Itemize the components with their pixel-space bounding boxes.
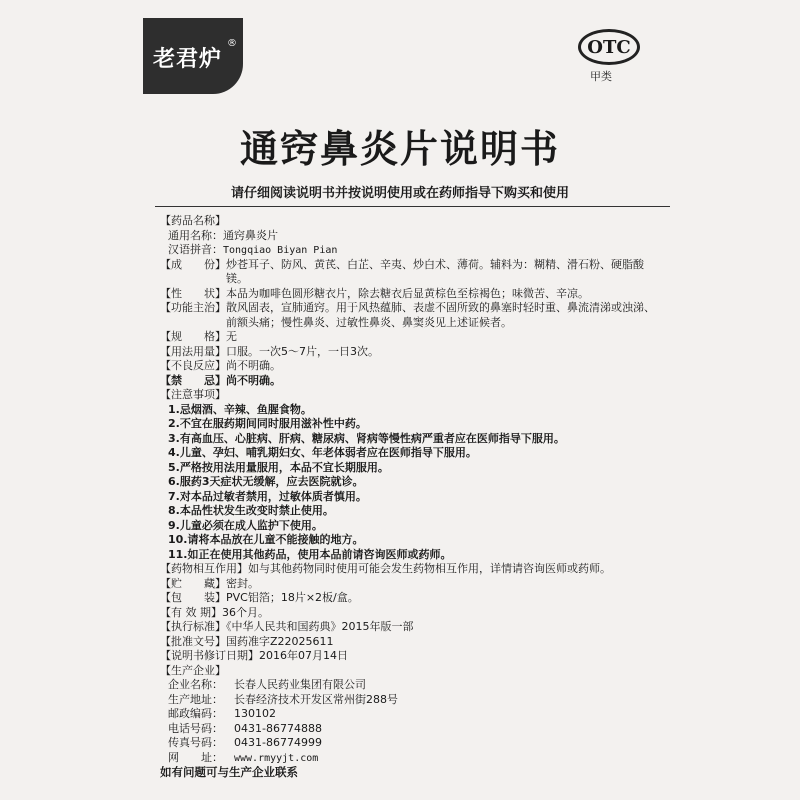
manufacturer-heading: 【生产企业】	[160, 663, 226, 677]
precaution-item: 4.儿童、孕妇、哺乳期妇女、年老体弱者应在医师指导下服用。	[168, 446, 477, 459]
precaution-item: 11.如正在使用其他药品，使用本品前请咨询医师或药师。	[168, 547, 452, 561]
dosage-row	[160, 345, 660, 360]
company-row	[160, 678, 660, 693]
properties-value: 本品为咖啡色圆形糖衣片，除去糖衣后显黄棕色至棕褐色；味微苦、辛凉。	[226, 286, 589, 300]
dosage-label: 【用法用量】	[160, 344, 226, 358]
brand-logo	[143, 18, 243, 94]
contra-label: 【禁 忌】	[160, 373, 226, 387]
phone-value: 0431-86774888	[234, 721, 322, 735]
phone-label: 电话号码：	[168, 721, 223, 735]
contact-footer: 如有问题可与生产企业联系	[160, 765, 298, 779]
storage-label: 【贮 藏】	[160, 576, 226, 590]
usage-notice: 请仔细阅读说明书并按说明使用或在药师指导下购买和使用	[230, 186, 569, 201]
registered-mark: ®	[227, 38, 237, 49]
ingredients-value: 炒苍耳子、防风、黄芪、白芷、辛夷、炒白术、薄荷。辅料为：糊精、滑石粉、硬脂酸镁。	[226, 257, 644, 285]
indications-row	[160, 301, 660, 330]
spec-row	[160, 330, 660, 345]
validity-label: 【有 效 期】	[160, 605, 222, 619]
generic-name-label: 通用名称：	[168, 228, 223, 242]
company-value: 长春人民药业集团有限公司	[234, 678, 366, 691]
revised-value: 2016年07月14日	[259, 649, 348, 662]
contra-row	[160, 374, 660, 389]
ingredients-label: 【成 份】	[160, 257, 226, 271]
pinyin-row	[160, 243, 660, 258]
validity-value: 36个月。	[222, 605, 269, 619]
brand-name: 老君炉	[153, 47, 223, 72]
otc-label: OTC	[587, 36, 631, 58]
fax-row	[160, 736, 660, 751]
precaution-item: 6.服药3天症状无缓解，应去医院就诊。	[168, 475, 364, 488]
package-label: 【包 装】	[160, 591, 226, 604]
precaution-item: 8.本品性状发生改变时禁止使用。	[168, 504, 334, 517]
precaution-item: 2.不宜在服药期间同时服用滋补性中药。	[168, 417, 367, 430]
address-value: 长春经济技术开发区常州街288号	[234, 692, 398, 706]
page-title: 通窍鼻炎片说明书	[239, 126, 560, 171]
generic-name-value: 通窍鼻炎片	[223, 228, 278, 242]
indications-label: 【功能主治】	[160, 301, 226, 314]
phone-row	[160, 722, 660, 737]
company-label: 企业名称：	[168, 678, 223, 691]
adverse-value: 尚不明确。	[226, 359, 281, 372]
standard-label: 【执行标准】	[160, 620, 226, 633]
fax-label: 传真号码：	[168, 736, 223, 749]
indications-value: 散风固表，宣肺通窍。用于风热蕴肺、表虚不固所致的鼻塞时轻时重、鼻流清涕或浊涕、前额头痛；慢性鼻炎、过敏性鼻炎、鼻窦炎见上述证候者。	[226, 301, 655, 329]
interactions-label: 【药物相互作用】	[160, 562, 248, 575]
otc-badge	[578, 29, 640, 65]
spec-value: 无	[226, 330, 237, 343]
postcode-label: 邮政编码：	[168, 707, 223, 720]
approval-row	[160, 635, 660, 650]
generic-name-row	[160, 229, 660, 244]
precaution-item: 1.忌烟酒、辛辣、鱼腥食物。	[168, 402, 312, 416]
drug-name-heading: 【药品名称】	[160, 214, 226, 227]
revised-label: 【说明书修订日期】	[160, 649, 259, 662]
leaflet-body	[160, 214, 660, 780]
storage-row	[160, 577, 660, 592]
postcode-value: 130102	[234, 707, 276, 720]
approval-label: 【批准文号】	[160, 634, 226, 648]
dosage-value: 口服。一次5～7片，一日3次。	[226, 344, 379, 358]
pinyin-label: 汉语拼音：	[168, 243, 223, 256]
properties-label: 【性 状】	[160, 286, 226, 300]
precautions-heading: 【注意事项】	[160, 388, 226, 401]
package-value: PVC铝箔；18片×2板/盒。	[226, 591, 359, 604]
precaution-item: 3.有高血压、心脏病、肝病、糖尿病、肾病等慢性病严重者应在医师指导下服用。	[168, 431, 565, 445]
precaution-item: 5.严格按用法用量服用，本品不宜长期服用。	[168, 460, 389, 474]
divider	[155, 206, 670, 207]
precaution-item: 10.请将本品放在儿童不能接触的地方。	[168, 533, 364, 546]
fax-value: 0431-86774999	[234, 736, 322, 749]
spec-label: 【规 格】	[160, 330, 226, 343]
contra-value: 尚不明确。	[226, 373, 281, 387]
storage-value: 密封。	[226, 576, 259, 590]
postcode-row	[160, 707, 660, 722]
interactions-row	[160, 562, 660, 577]
pinyin-value: Tongqiao Biyan Pian	[223, 245, 338, 256]
approval-value: 国药准字Z22025611	[226, 634, 334, 648]
standard-row	[160, 620, 660, 635]
adverse-label: 【不良反应】	[160, 359, 226, 372]
address-label: 生产地址：	[168, 692, 223, 706]
otc-class: 甲类	[590, 70, 612, 83]
address-row	[160, 693, 660, 708]
revised-row	[160, 649, 660, 664]
website-value: www.rmyyjt.com	[234, 752, 319, 764]
properties-row	[160, 287, 660, 302]
standard-value: 《中华人民共和国药典》2015年版一部	[226, 620, 414, 633]
precaution-item: 9.儿童必须在成人监护下使用。	[168, 518, 323, 532]
adverse-row	[160, 359, 660, 374]
validity-row	[160, 606, 660, 621]
package-row	[160, 591, 660, 606]
ingredients-row	[160, 258, 660, 287]
interactions-value: 如与其他药物同时使用可能会发生药物相互作用，详情请咨询医师或药师。	[248, 562, 611, 575]
precaution-item: 7.对本品过敏者禁用，过敏体质者慎用。	[168, 489, 367, 503]
website-row	[160, 751, 660, 766]
website-label: 网 址：	[168, 750, 223, 764]
